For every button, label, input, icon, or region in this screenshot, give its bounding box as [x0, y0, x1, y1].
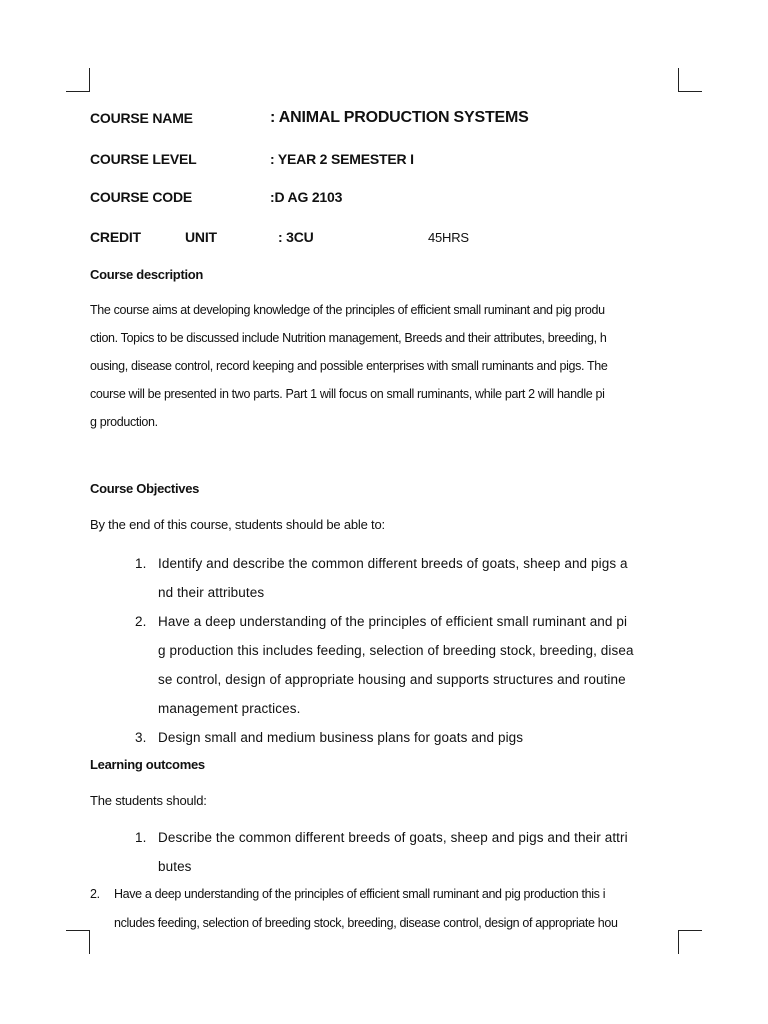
course-code-label: COURSE CODE [90, 189, 193, 205]
objective-line: g production this includes feeding, selection of breeding stock, breeding, disea [158, 643, 634, 658]
course-name-label: COURSE NAME [90, 110, 193, 126]
course-name-value: : ANIMAL PRODUCTION SYSTEMS [270, 109, 529, 126]
objective-item [135, 607, 673, 723]
objective-line: nd their attributes [158, 585, 265, 600]
learning-outcomes-heading: Learning outcomes [90, 757, 205, 772]
crop-mark-top-right [678, 68, 702, 92]
objectives-intro: By the end of this course, students should be able to: [90, 517, 385, 532]
outcome-line: Describe the common different breeds of goats, sheep and pigs and their attri [158, 830, 628, 845]
course-description-text [90, 296, 680, 436]
crop-mark-bottom-left [66, 930, 90, 954]
unit-label: UNIT [185, 229, 217, 245]
outcome-line: ncludes feeding, selection of breeding stock, breeding, disease control, design of appropriate hou [114, 916, 618, 930]
description-line: course will be presented in two parts. Part 1 will focus on small ruminants, while part 2 will handle pi [90, 387, 605, 401]
outcome-item-2 [90, 880, 680, 938]
objectives-list [135, 549, 673, 752]
list-number: 3. [135, 730, 147, 745]
description-line: The course aims at developing knowledge of the principles of efficient small ruminant and pig produ [90, 303, 605, 317]
crop-mark-bottom-right [678, 930, 702, 954]
objective-item [135, 723, 673, 752]
outcome-item [135, 823, 673, 881]
list-number: 1. [135, 830, 147, 845]
objective-line: management practices. [158, 701, 301, 716]
course-level-label: COURSE LEVEL [90, 151, 197, 167]
description-line: ction. Topics to be discussed include Nutrition management, Breeds and their attributes, breeding, h [90, 331, 607, 345]
objective-line: Identify and describe the common different breeds of goats, sheep and pigs a [158, 556, 628, 571]
list-number: 2. [135, 614, 147, 629]
hours-value: 45HRS [428, 230, 469, 245]
course-objectives-heading: Course Objectives [90, 481, 200, 496]
outcome-line: butes [158, 859, 192, 874]
course-code-value: :D AG 2103 [270, 189, 343, 205]
objective-line: Have a deep understanding of the principles of efficient small ruminant and pi [158, 614, 628, 629]
objective-item [135, 549, 673, 607]
description-line: g production. [90, 415, 158, 429]
objective-line: Design small and medium business plans for goats and pigs [158, 730, 524, 745]
course-level-value: : YEAR 2 SEMESTER I [270, 151, 414, 167]
outcomes-list [135, 823, 673, 881]
list-number: 2. [90, 887, 100, 901]
credit-value: : 3CU [278, 229, 314, 245]
outcome-line: Have a deep understanding of the principles of efficient small ruminant and pig production this i [114, 887, 606, 901]
course-description-heading: Course description [90, 267, 204, 282]
list-number: 1. [135, 556, 147, 571]
outcomes-intro: The students should: [90, 793, 207, 808]
description-line: ousing, disease control, record keeping and possible enterprises with small ruminants and pigs. The [90, 359, 608, 373]
crop-mark-top-left [66, 68, 90, 92]
objective-line: se control, design of appropriate housing and supports structures and routine [158, 672, 626, 687]
credit-label: CREDIT [90, 229, 141, 245]
